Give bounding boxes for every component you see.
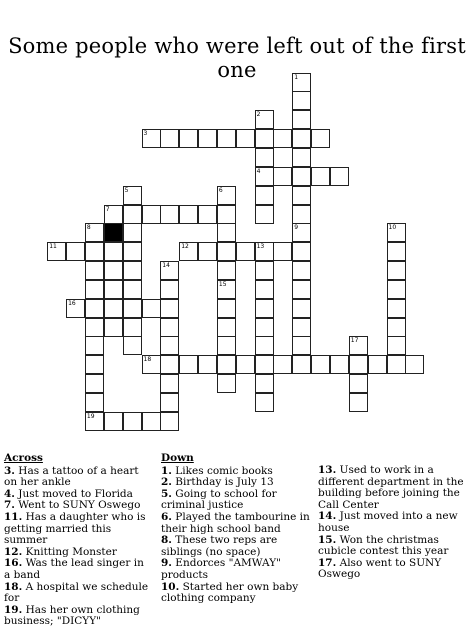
grid-cell[interactable] xyxy=(85,336,104,355)
grid-cell[interactable] xyxy=(198,355,217,374)
grid-cell[interactable] xyxy=(85,374,104,393)
grid-cell[interactable] xyxy=(217,299,236,318)
cell-number: 11 xyxy=(49,243,57,251)
grid-cell[interactable] xyxy=(292,336,311,355)
grid-cell[interactable] xyxy=(292,205,311,224)
grid-cell[interactable] xyxy=(160,355,179,374)
grid-cell[interactable] xyxy=(292,223,311,242)
grid-cell[interactable] xyxy=(198,129,217,148)
grid-cell[interactable] xyxy=(311,129,330,148)
grid-cell[interactable] xyxy=(160,393,179,412)
clue-across-1: 4. Just moved to Florida xyxy=(4,487,133,500)
grid-cell[interactable] xyxy=(142,129,161,148)
cell-number: 3 xyxy=(143,130,148,138)
grid-cell[interactable] xyxy=(330,167,349,186)
grid-cell[interactable] xyxy=(123,336,142,355)
grid-cell[interactable] xyxy=(104,412,123,431)
grid-cell[interactable] xyxy=(217,205,236,224)
grid-cell[interactable] xyxy=(292,186,311,205)
grid-cell[interactable] xyxy=(255,318,274,337)
clue-down2-2: 15. Won the christmas cubicle contest this year xyxy=(318,533,449,558)
grid-cell[interactable] xyxy=(85,318,104,337)
grid-cell[interactable] xyxy=(217,355,236,374)
cell-number: 19 xyxy=(86,412,95,420)
grid-cell[interactable] xyxy=(85,280,104,299)
grid-cell[interactable] xyxy=(123,205,142,224)
grid-cell[interactable] xyxy=(349,355,368,374)
grid-cell[interactable] xyxy=(123,223,142,242)
puzzle-title: Some people who were left out of the first one xyxy=(8,34,466,82)
grid-cell[interactable] xyxy=(236,355,255,374)
grid-cell[interactable] xyxy=(236,242,255,261)
grid-cell[interactable] xyxy=(104,299,123,318)
grid-cell[interactable] xyxy=(255,299,274,318)
grid-cell[interactable] xyxy=(123,318,142,337)
grid-cell[interactable] xyxy=(142,412,161,431)
grid-cell[interactable] xyxy=(255,261,274,280)
down-clues xyxy=(161,453,311,605)
grid-cell[interactable] xyxy=(160,205,179,224)
clue-across-6: 18. A hospital we schedule for xyxy=(4,580,149,605)
grid-cell[interactable] xyxy=(311,167,330,186)
grid-cell[interactable] xyxy=(217,374,236,393)
grid-cell[interactable] xyxy=(387,318,406,337)
clue-across-0: 3. Has a tattoo of a heart on her ankle xyxy=(4,464,139,489)
grid-cell[interactable] xyxy=(104,280,123,299)
grid-cell[interactable] xyxy=(160,280,179,299)
grid-cell[interactable] xyxy=(273,242,292,261)
cell-number: 12 xyxy=(181,243,189,251)
grid-cell[interactable] xyxy=(292,110,311,129)
grid-cell[interactable] xyxy=(405,355,424,374)
cell-number: 17 xyxy=(350,337,359,345)
grid-cell[interactable] xyxy=(387,336,406,355)
clue-across-3: 11. Has a daughter who is getting married this summer xyxy=(4,510,146,547)
grid-cell[interactable] xyxy=(255,336,274,355)
grid-cell[interactable] xyxy=(85,242,104,261)
grid-cell[interactable] xyxy=(255,242,274,261)
clue-down-2: 5. Going to school for criminal justice xyxy=(161,487,277,512)
grid-cell[interactable] xyxy=(292,318,311,337)
cell-number: 6 xyxy=(218,186,223,194)
clue-down2-0: 13. Used to work in a different department in the building before joining the Call Center xyxy=(318,464,464,511)
grid-cell[interactable] xyxy=(292,242,311,261)
grid-cell[interactable] xyxy=(292,355,311,374)
grid-cell[interactable] xyxy=(160,318,179,337)
grid-cell[interactable] xyxy=(330,355,349,374)
clue-down-5: 9. Endorces "AMWAY" products xyxy=(161,557,281,581)
clue-down-6: 10. Started her own baby clothing company xyxy=(161,580,299,605)
grid-cell[interactable] xyxy=(85,355,104,374)
grid-cell[interactable] xyxy=(47,242,66,261)
grid-cell[interactable] xyxy=(160,261,179,280)
grid-cell[interactable] xyxy=(160,129,179,148)
cell-number: 1 xyxy=(294,73,299,81)
grid-cell[interactable] xyxy=(255,110,274,129)
grid-cell[interactable] xyxy=(273,167,292,186)
grid-cell[interactable] xyxy=(255,167,274,186)
clue-down2-1: 14. Just moved into a new house xyxy=(318,510,458,534)
grid-cell[interactable] xyxy=(292,73,311,92)
grid-cell[interactable] xyxy=(198,205,217,224)
grid-cell[interactable] xyxy=(217,223,236,242)
grid-cell[interactable] xyxy=(255,280,274,299)
grid-cell[interactable] xyxy=(217,129,236,148)
cell-number: 5 xyxy=(124,186,129,194)
clue-down2-3: 17. Also went to SUNY Oswego xyxy=(318,556,442,581)
grid-cell[interactable] xyxy=(349,393,368,412)
cell-number: 9 xyxy=(294,224,299,232)
grid-cell[interactable] xyxy=(85,261,104,280)
grid-cell[interactable] xyxy=(217,280,236,299)
grid-cell[interactable] xyxy=(387,223,406,242)
grid-cell[interactable] xyxy=(179,242,198,261)
black-square xyxy=(104,223,123,242)
clue-down-3: 6. Played the tambourine in their high school band xyxy=(161,510,310,535)
grid-cell[interactable] xyxy=(292,91,311,110)
grid-cell[interactable] xyxy=(123,412,142,431)
grid-cell[interactable] xyxy=(255,186,274,205)
grid-cell[interactable] xyxy=(349,336,368,355)
grid-cell[interactable] xyxy=(349,374,368,393)
clue-across-2: 7. Went to SUNY Oswego xyxy=(4,499,141,512)
grid-cell[interactable] xyxy=(236,129,255,148)
grid-cell[interactable] xyxy=(104,205,123,224)
grid-cell[interactable] xyxy=(142,299,161,318)
grid-cell[interactable] xyxy=(160,336,179,355)
grid-cell[interactable] xyxy=(387,299,406,318)
clue-across-5: 16. Was the lead singer in a band xyxy=(4,557,144,581)
grid-cell[interactable] xyxy=(104,261,123,280)
clue-across-4: 12. Knitting Monster xyxy=(4,545,117,558)
grid-cell[interactable] xyxy=(387,242,406,261)
cell-number: 13 xyxy=(256,243,265,251)
grid-cell[interactable] xyxy=(292,129,311,148)
grid-cell[interactable] xyxy=(255,374,274,393)
grid-cell[interactable] xyxy=(387,280,406,299)
grid-cell[interactable] xyxy=(255,129,274,148)
grid-cell[interactable] xyxy=(198,242,217,261)
grid-cell[interactable] xyxy=(160,299,179,318)
grid-cell[interactable] xyxy=(273,355,292,374)
cell-number: 14 xyxy=(162,262,170,269)
down-heading: Down xyxy=(161,452,194,464)
cell-number: 15 xyxy=(218,280,227,288)
grid-cell[interactable] xyxy=(255,393,274,412)
cell-number: 10 xyxy=(388,224,397,232)
grid-cell[interactable] xyxy=(292,148,311,167)
grid-cell[interactable] xyxy=(142,355,161,374)
grid-cell[interactable] xyxy=(292,167,311,186)
grid-cell[interactable] xyxy=(292,280,311,299)
grid-cell[interactable] xyxy=(255,205,274,224)
clue-down-1: 2. Birthday is July 13 xyxy=(161,476,274,489)
down-clues-continued xyxy=(318,465,470,581)
grid-cell[interactable] xyxy=(123,186,142,205)
grid-cell[interactable] xyxy=(85,393,104,412)
grid-cell[interactable] xyxy=(273,129,292,148)
grid-cell[interactable] xyxy=(217,242,236,261)
grid-cell[interactable] xyxy=(123,242,142,261)
cell-number: 18 xyxy=(143,356,152,364)
grid-cell[interactable] xyxy=(160,374,179,393)
grid-cell[interactable] xyxy=(217,318,236,337)
grid-cell[interactable] xyxy=(85,299,104,318)
grid-cell[interactable] xyxy=(368,355,387,374)
clue-down-4: 8. These two reps are siblings (no space) xyxy=(161,534,278,558)
grid-cell[interactable] xyxy=(85,223,104,242)
grid-cell[interactable] xyxy=(123,299,142,318)
cell-number: 8 xyxy=(86,224,91,232)
grid-cell[interactable] xyxy=(85,412,104,431)
grid-cell[interactable] xyxy=(142,205,161,224)
grid-cell[interactable] xyxy=(217,336,236,355)
grid-cell[interactable] xyxy=(66,299,85,318)
grid-cell[interactable] xyxy=(179,355,198,374)
grid-cell[interactable] xyxy=(255,355,274,374)
grid-cell[interactable] xyxy=(104,242,123,261)
grid-cell[interactable] xyxy=(255,148,274,167)
grid-cell[interactable] xyxy=(387,355,406,374)
across-clues xyxy=(4,453,152,628)
grid-cell[interactable] xyxy=(104,318,123,337)
cell-number: 4 xyxy=(256,167,261,175)
grid-cell[interactable] xyxy=(123,280,142,299)
cell-number: 16 xyxy=(68,299,76,307)
grid-cell[interactable] xyxy=(160,412,179,431)
grid-cell[interactable] xyxy=(292,299,311,318)
cell-number: 7 xyxy=(105,205,110,213)
grid-cell[interactable] xyxy=(217,261,236,280)
cell-number: 2 xyxy=(256,111,261,119)
grid-cell[interactable] xyxy=(123,261,142,280)
grid-cell[interactable] xyxy=(387,261,406,280)
grid-cell[interactable] xyxy=(292,261,311,280)
grid-cell[interactable] xyxy=(179,129,198,148)
grid-cell[interactable] xyxy=(179,205,198,224)
grid-cell[interactable] xyxy=(311,355,330,374)
clue-down-0: 1. Likes comic books xyxy=(161,464,273,477)
grid-cell[interactable] xyxy=(217,186,236,205)
across-heading: Across xyxy=(4,452,43,464)
grid-cell[interactable] xyxy=(66,242,85,261)
clue-across-7: 19. Has her own clothing business; "DICYY" xyxy=(4,603,140,628)
